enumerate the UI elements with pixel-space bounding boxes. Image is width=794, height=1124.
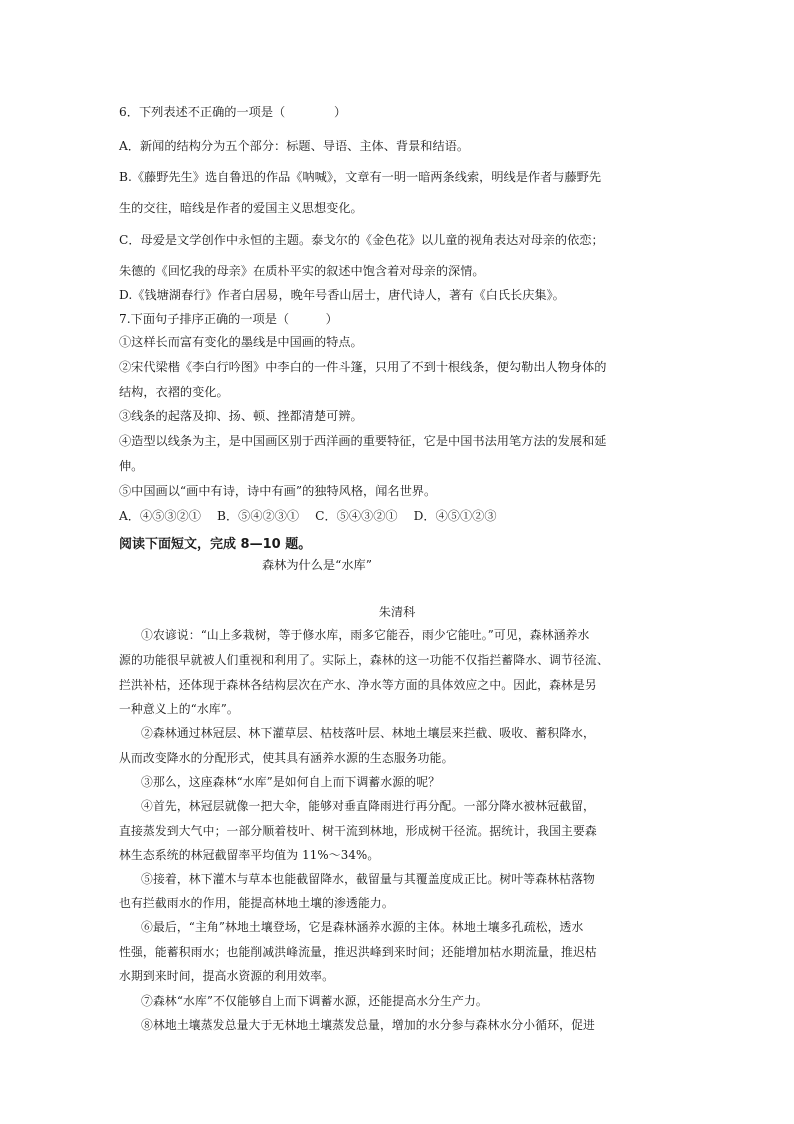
question-6-option-d: D.《钱塘湖春行》作者白居易，晚年号香山居士，唐代诗人，著有《白氏长庆集》。 [119, 288, 565, 302]
question-7-sentence-1: ①这样长而富有变化的墨线是中国画的特点。 [119, 335, 363, 349]
question-7-sentence-2-line2: 结构，衣褶的变化。 [119, 385, 229, 399]
article-line: 一种意义上的“水库”。 [119, 702, 239, 716]
article-line: ⑦森林“水库”不仅能够自上而下调蓄水源，还能提高水分生产力。 [141, 994, 488, 1008]
question-7-sentence-4-line2: 伸。 [119, 459, 144, 473]
reading-instruction: 阅读下面短文，完成 8—10 题。 [119, 537, 312, 552]
article-line: 直接蒸发到大气中；一部分顺着枝叶、树干流到林地，形成树干径流。据统计，我国主要森 [119, 824, 597, 838]
question-7-sentence-5: ⑤中国画以“画中有诗，诗中有画”的独特风格，闻名世界。 [119, 484, 437, 498]
question-7-stem: 7.下面句子排序正确的一项是（ ） [119, 312, 338, 326]
article-line: 林生态系统的林冠截留率平均值为 11%～34%。 [119, 848, 380, 862]
article-line: 源的功能很早就被人们重视和利用了。实际上，森林的这一功能不仅指拦蓄降水、调节径流、 [119, 653, 609, 667]
question-6-option-a: A．新闻的结构分为五个部分：标题、导语、主体、背景和结语。 [119, 139, 470, 153]
question-7-sentence-3: ③线条的起落及抑、扬、顿、挫都清楚可辨。 [119, 409, 363, 423]
question-6-option-b-line1: B.《藤野先生》选自鲁迅的作品《呐喊》，文章有一明一暗两条线索，明线是作者与藤野先 [119, 170, 602, 184]
question-6-option-b-line2: 生的交往，暗线是作者的爱国主义思想变化。 [119, 201, 363, 215]
article-title: 森林为什么是“水库” [262, 558, 372, 572]
question-7-sentence-4-line1: ④造型以线条为主，是中国画区别于西洋画的重要特征，它是中国书法用笔方法的发展和延 [119, 434, 607, 448]
article-line: 拦洪补枯，还体现于森林各结构层次在产水、净水等方面的具体效应之中。因此，森林是另 [119, 678, 597, 692]
article-line: ②森林通过林冠层、林下灌草层、枯枝落叶层、林地土壤层来拦截、吸收、蓄积降水， [141, 726, 595, 740]
article-line: 从而改变降水的分配形式，使其具有涵养水源的生态服务功能。 [119, 751, 454, 765]
question-6-stem: 6．下列表述不正确的一项是（ ） [119, 105, 347, 119]
article-author: 朱清科 [378, 605, 416, 619]
article-line: 性强，能蓄积雨水；也能削减洪峰流量，推迟洪峰到来时间；还能增加枯水期流量，推迟枯 [119, 945, 597, 959]
article-line: 也有拦截雨水的作用，能提高林地土壤的渗透能力。 [119, 896, 394, 910]
question-6-option-c-line1: C．母爱是文学创作中永恒的主题。泰戈尔的《金色花》以儿童的视角表达对母亲的依恋； [119, 233, 604, 247]
question-7-options: A．④⑤③②① B．⑤④②③① C．⑤④③②① D．④⑤①②③ [119, 509, 497, 523]
article-line: 水期到来时间，提高水资源的利用效率。 [119, 969, 335, 983]
article-line: ⑧林地土壤蒸发总量大于无林地土壤蒸发总量，增加的水分参与森林水分小循环，促进 [141, 1018, 595, 1032]
question-6-option-c-line2: 朱德的《回忆我的母亲》在质朴平实的叙述中饱含着对母亲的深情。 [119, 264, 485, 278]
article-line: ⑤接着，林下灌木与草本也能截留降水，截留量与其覆盖度成正比。树叶等森林枯落物 [141, 872, 595, 886]
article-line: ④首先，林冠层就像一把大伞，能够对垂直降雨进行再分配。一部分降水被林冠截留， [141, 799, 595, 813]
question-7-sentence-2-line1: ②宋代梁楷《李白行吟图》中李白的一件斗篷，只用了不到十根线条，便勾勒出人物身体的 [119, 360, 607, 374]
article-line: ③那么，这座森林“水库”是如何自上而下调蓄水源的呢？ [141, 775, 441, 789]
article-line: ①农谚说：“山上多栽树，等于修水库，雨多它能吞，雨少它能吐。”可见，森林涵养水 [141, 628, 590, 642]
article-line: ⑥最后，“主角”林地土壤登场，它是森林涵养水源的主体。林地土壤多孔疏松，透水 [141, 920, 584, 934]
